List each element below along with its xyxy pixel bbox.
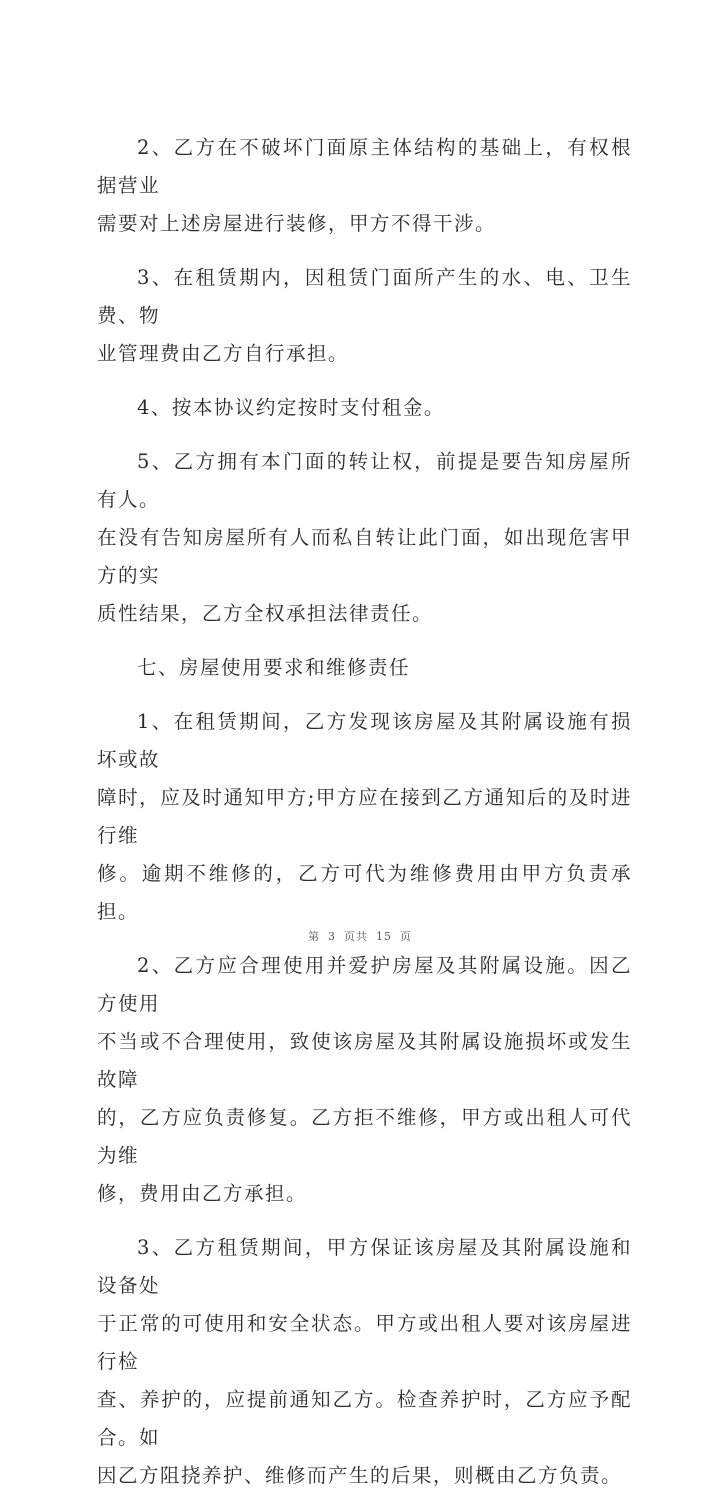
paragraph-gap: [97, 687, 632, 703]
paragraph-renovation-right: 2、乙方在不破坏门面原主体结构的基础上，有权根据营业 需要对上述房屋进行装修，甲方不得干涉。: [97, 136, 632, 235]
paragraph-safety-inspection: 3、乙方租赁期间，甲方保证该房屋及其附属设施和设备处 于正常的可使用和安全状态。甲方或出租人要对该房屋进行检 查、养护的，应提前通知乙方。检查养护时，乙方应予配合。如 因乙方阻挠养护、维修而产生的后果，则概由乙方负责。: [97, 1236, 632, 1487]
footer-middle: 页共: [344, 930, 368, 943]
document-body: [97, 129, 632, 1495]
paragraph-damage-notification: 1、在租赁期间，乙方发现该房屋及其附属设施有损坏或故 障时，应及时通知甲方;甲方应在接到乙方通知后的及时进行维 修。逾期不维修的，乙方可代为维修费用由甲方负责承担。: [97, 710, 632, 923]
footer-total-pages: 15: [376, 930, 392, 943]
paragraph-gap: [97, 633, 632, 649]
page-footer: [0, 928, 720, 944]
footer-suffix: 页: [400, 930, 412, 943]
paragraph-gap: [97, 243, 632, 259]
paragraph-gap: [97, 373, 632, 389]
paragraph-transfer-right: 5、乙方拥有本门面的转让权，前提是要告知房屋所有人。 在没有告知房屋所有人而私自转让此门面，如出现危害甲方的实 质性结果，乙方全权承担法律责任。: [97, 450, 632, 625]
footer-page-number: 3: [328, 930, 336, 943]
paragraph-gap: [97, 1213, 632, 1229]
paragraph-pay-rent: 4、按本协议约定按时支付租金。: [137, 396, 445, 419]
paragraph-utility-fees: 3、在租赁期内，因租赁门面所产生的水、电、卫生费、物 业管理费由乙方自行承担。: [97, 266, 632, 365]
paragraph-proper-use: 2、乙方应合理使用并爱护房屋及其附属设施。因乙方使用 不当或不合理使用，致使该房屋及其附属设施损坏或发生故障 的，乙方应负责修复。乙方拒不维修，甲方或出租人可代为维 修，费用由乙方承担。: [97, 954, 632, 1205]
section-heading-usage-maintenance: 七、房屋使用要求和维修责任: [137, 656, 411, 679]
paragraph-gap: [97, 427, 632, 443]
footer-prefix: 第: [308, 930, 320, 943]
